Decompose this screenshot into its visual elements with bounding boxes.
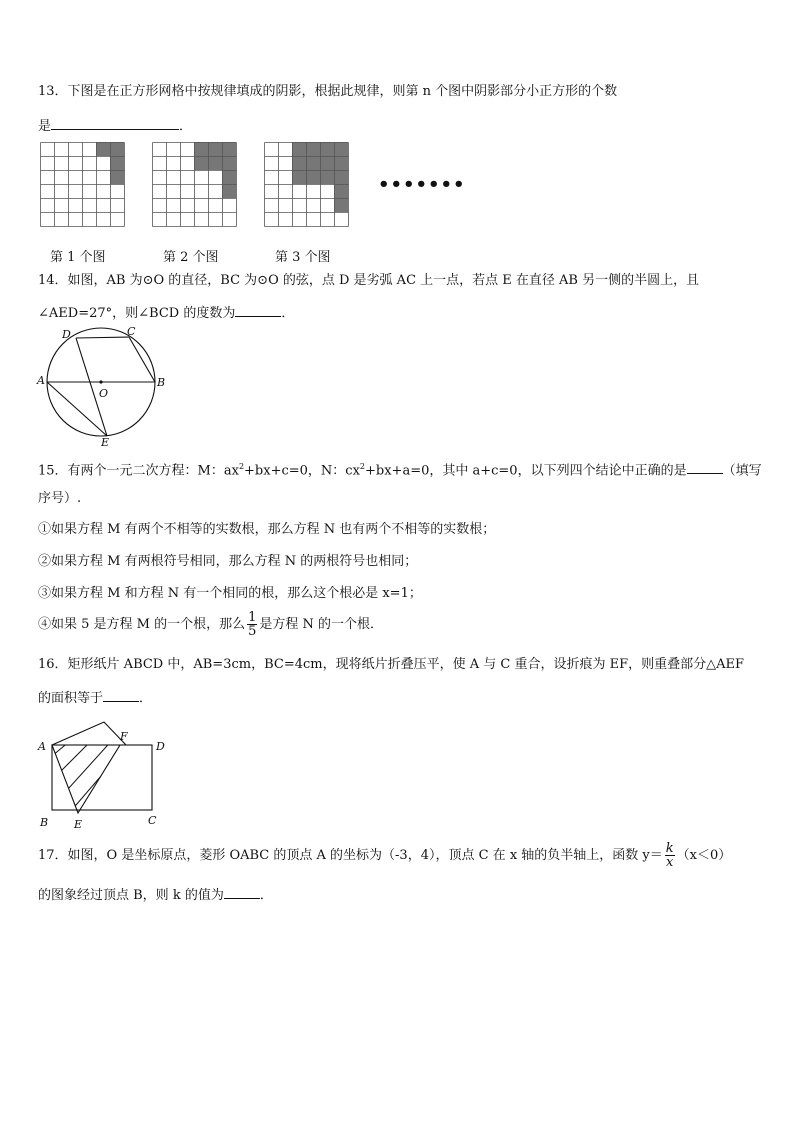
q16-folded-flap: [52, 722, 126, 745]
q17-line2: [38, 885, 273, 905]
q15-line1-part-d: （填写: [722, 463, 762, 479]
q16-label-d: D: [156, 740, 165, 753]
q15-fraction-numerator: 1: [248, 610, 257, 625]
q14-line2: [38, 303, 294, 323]
q15-superscript-2: 2: [359, 462, 365, 471]
q15-fraction-denominator: 5: [248, 624, 257, 639]
q14-line1: 14．如图，AB 为⊙O 的直径，BC 为⊙O 的弦，点 D 是劣弧 AC 上一点，若点 E 在直径 AB 另一侧的半圆上，且: [38, 273, 700, 288]
q16-label-a: A: [38, 740, 46, 753]
q16-hatching: [46, 736, 136, 814]
q14-label-d: D: [62, 328, 71, 341]
q17-answer-blank: [224, 885, 260, 899]
q17-fraction: [665, 842, 675, 869]
q16-label-b: B: [40, 816, 49, 829]
q13-grid3-shading: [292, 142, 348, 212]
q16-label-f: F: [120, 730, 128, 743]
q15-option-3: ③如果方程 M 和方程 N 有一个相同的根，那么这个根必是 x=1；: [38, 586, 422, 601]
q16-line2: [38, 688, 152, 708]
q16-label-e: E: [74, 818, 83, 831]
q15-line1-part-c: +bx+a=0，其中 a+c=0，以下列四个结论中正确的是: [365, 463, 687, 479]
q15-superscript-1: 2: [238, 462, 245, 471]
q16-rectangle-abcd: [52, 745, 152, 810]
q14-label-c: C: [127, 326, 136, 338]
q15-line1-part-b: +bx+c=0，N：cx: [244, 463, 360, 479]
q17-line1: [38, 840, 731, 872]
q16-rectangle-figure: [36, 716, 176, 832]
q15-option-4-part-b: 是方程 N 的一个根．: [259, 617, 384, 632]
q13-caption-1: 第 1 个图: [50, 250, 106, 265]
q17-line2-suffix: ．: [259, 888, 273, 903]
q17-line1-part-a: 17．如图，O 是坐标原点，菱形 OABC 的顶点 A 的坐标为（-3，4），顶点 C 在 x 轴的负半轴上，函数 y＝: [38, 848, 663, 863]
q14-circle-figure: [36, 326, 166, 448]
q14-line2-prefix: ∠AED=27°，则∠BCD 的度数为: [38, 306, 236, 321]
q16-line2-prefix: 的面积等于: [38, 691, 104, 706]
q15-line1-part-a: 15．有两个一元二次方程：M：ax: [38, 463, 239, 479]
q13-answer-blank: [51, 116, 179, 130]
q13-line2: [38, 116, 192, 136]
q16-line2-suffix: ．: [139, 691, 153, 706]
q15-option-4-part-a: ④如果 5 是方程 M 的一个根，那么: [38, 617, 246, 632]
q14-label-e: E: [101, 436, 110, 448]
q15-option-1: ①如果方程 M 有两个不相等的实数根，那么方程 N 也有两个不相等的实数根；: [38, 522, 496, 537]
q14-label-a: A: [37, 374, 45, 387]
q15-line1: [38, 458, 762, 480]
q14-chord-dc: [76, 337, 129, 338]
q13-ellipsis: •••••••: [378, 174, 466, 195]
q17-line1-part-b: （x＜0）: [676, 848, 732, 863]
q13-caption-3: 第 3 个图: [275, 250, 331, 265]
q14-center-dot: [99, 380, 102, 383]
q15-fraction: [247, 611, 257, 638]
q15-line2: 序号）.: [38, 491, 82, 506]
q13-grid-figure-1: [40, 142, 128, 230]
q14-line2-suffix: ．: [281, 306, 295, 321]
q14-chord-bc: [129, 337, 155, 382]
q14-label-b: B: [157, 376, 166, 389]
q13-grid-figure-3: [264, 142, 352, 230]
q15-option-4: [38, 609, 383, 641]
q17-fraction-denominator: x: [666, 855, 674, 870]
q17-line2-prefix: 的图象经过顶点 B，则 k 的值为: [38, 888, 224, 903]
q13-grid2-shading: [194, 142, 236, 198]
q13-grid-figure-2: [152, 142, 240, 230]
q13-line1: 13．下图是在正方形网格中按规律填成的阴影，根据此规律，则第 n 个图中阴影部分小正方形的个数: [38, 84, 618, 99]
q15-answer-blank: [687, 460, 723, 474]
q13-line2-suffix: ．: [179, 119, 193, 134]
q16-answer-blank: [103, 688, 139, 702]
q14-answer-blank: [235, 303, 281, 317]
q13-caption-2: 第 2 个图: [163, 250, 219, 265]
q16-triangle-aef: [52, 745, 120, 813]
q16-label-c: C: [148, 814, 157, 827]
q14-label-o: O: [99, 387, 109, 400]
q17-fraction-numerator: k: [665, 841, 674, 856]
q15-option-2: ②如果方程 M 有两根符号相同，那么方程 N 的两根符号也相同；: [38, 554, 418, 569]
q13-grid1-shading: [96, 142, 124, 184]
q13-line2-prefix: 是: [38, 119, 52, 134]
q16-line1: 16．矩形纸片 ABCD 中，AB=3cm，BC=4cm，现将纸片折叠压平，使 A 与 C 重合，设折痕为 EF，则重叠部分△AEF: [38, 657, 744, 672]
